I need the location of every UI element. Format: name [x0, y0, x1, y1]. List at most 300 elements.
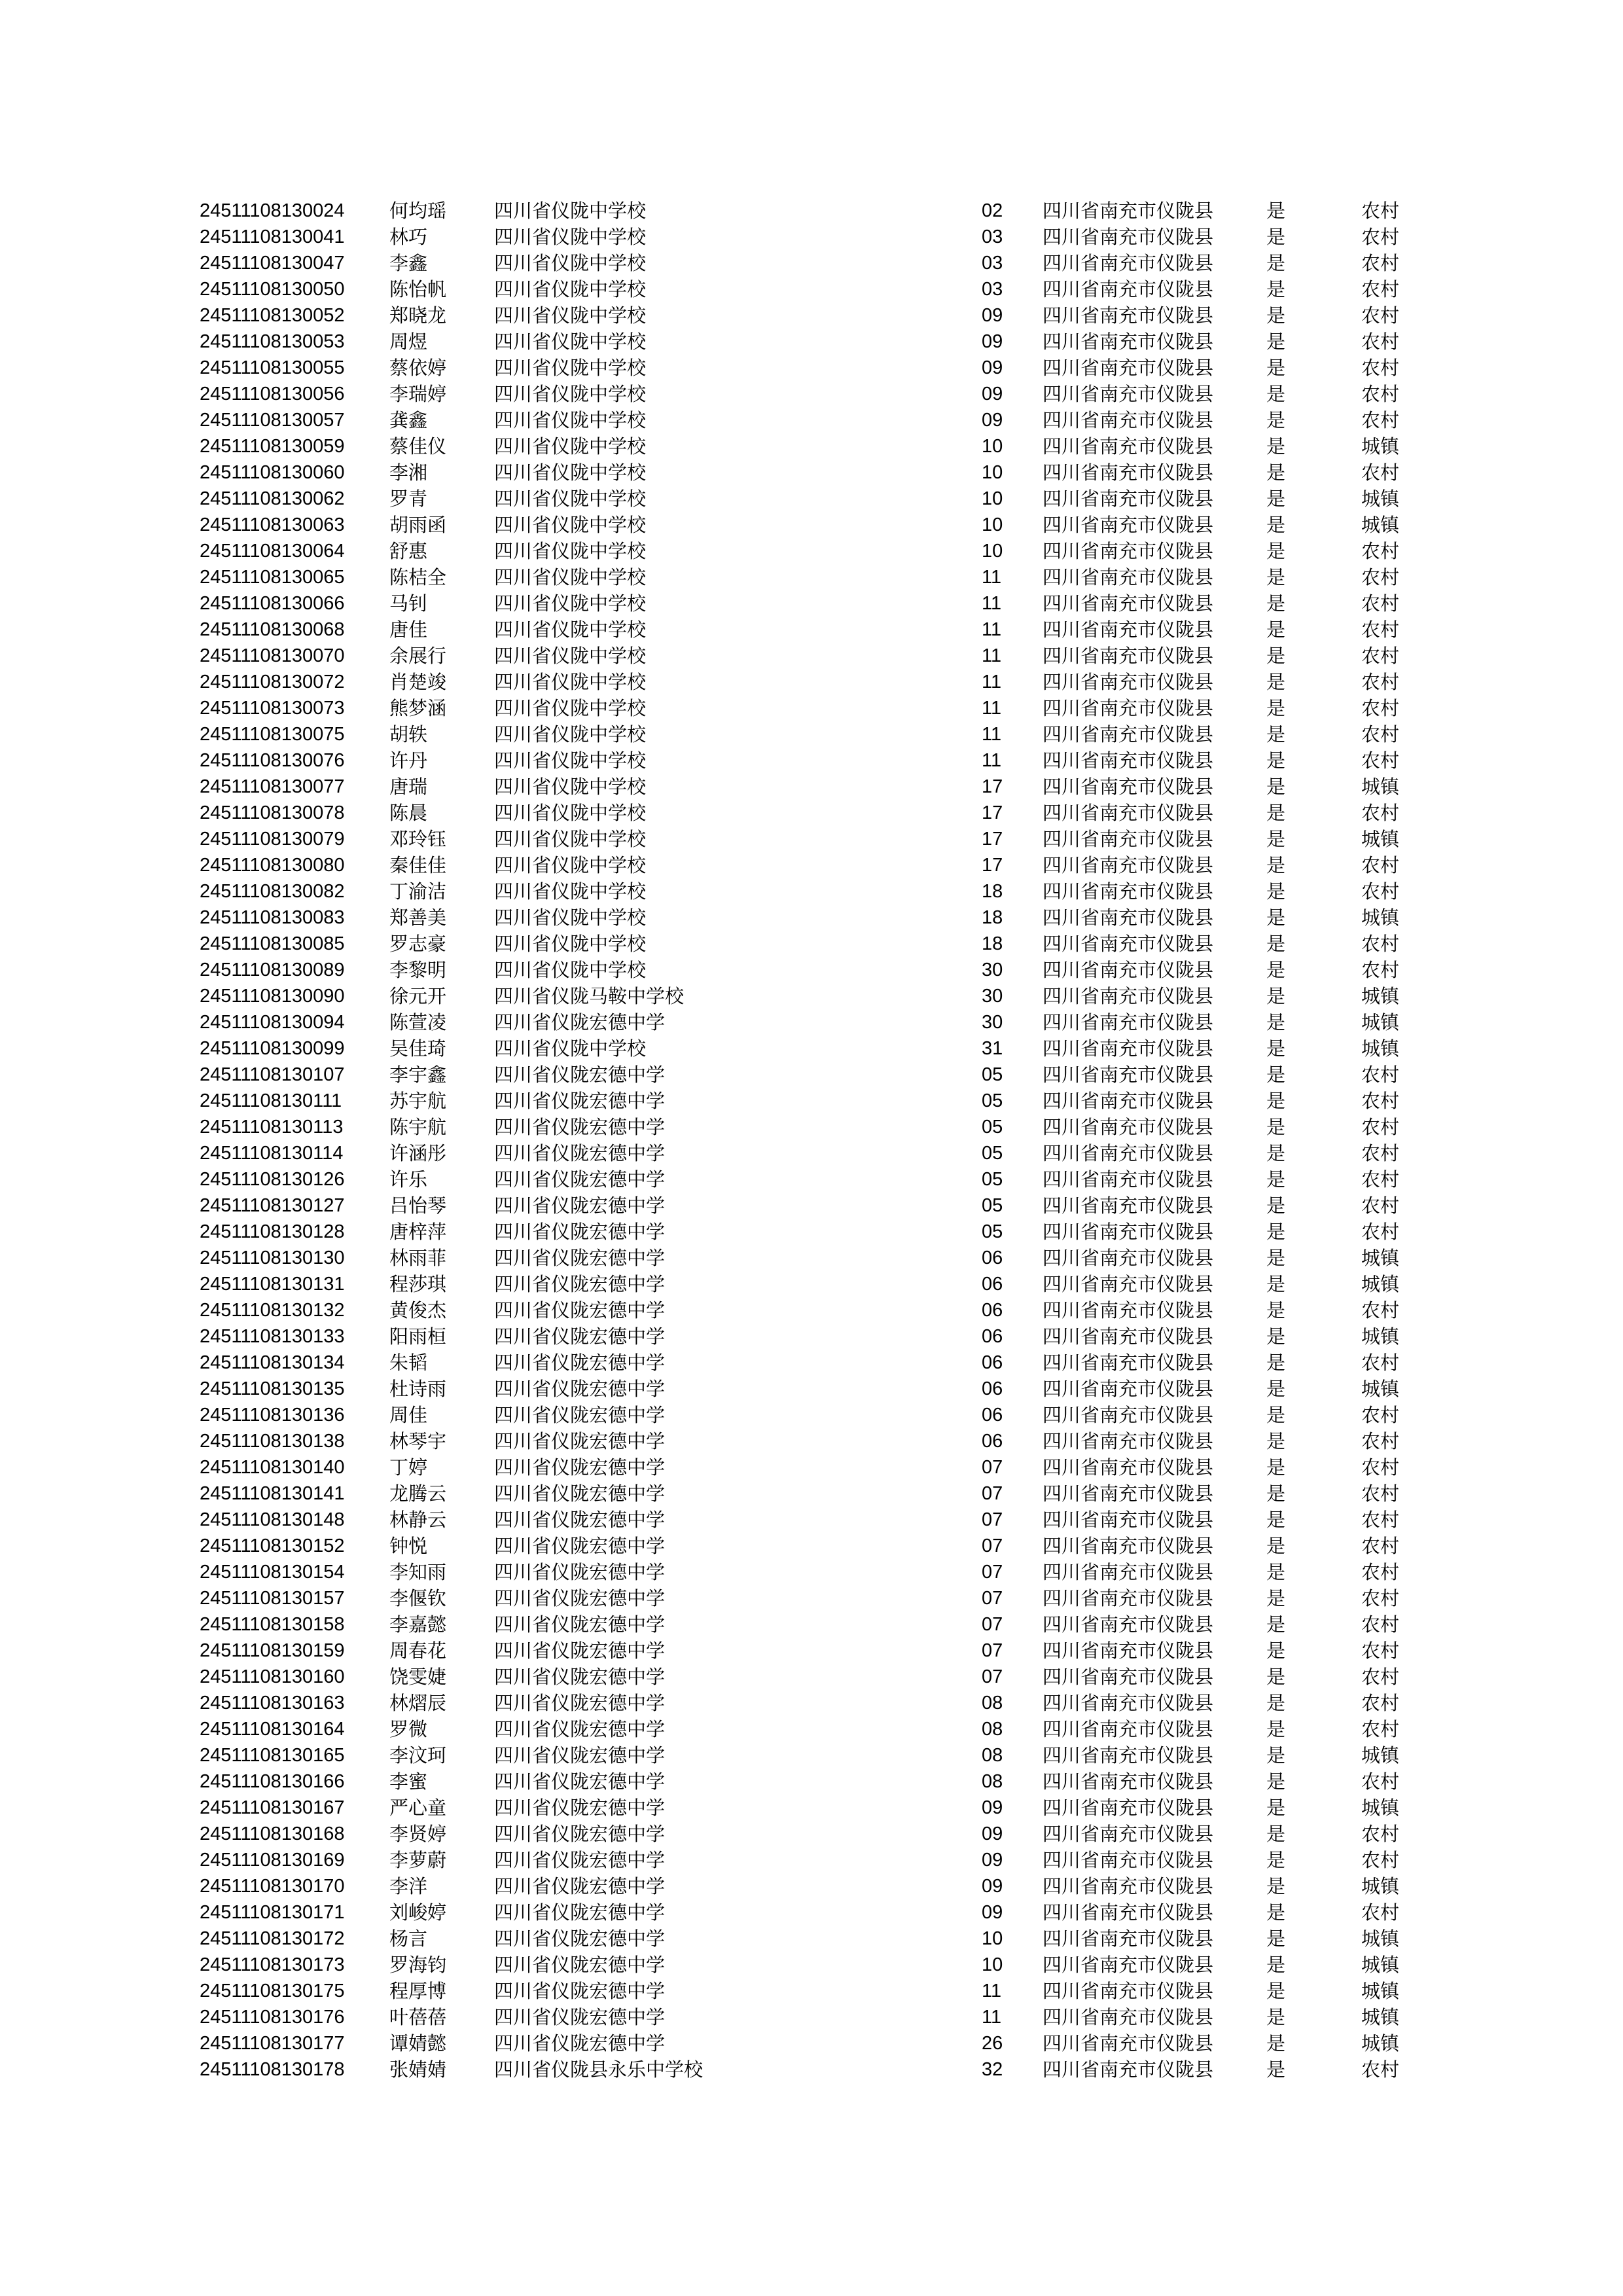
school-cell: 四川省仪陇中学校 — [494, 645, 647, 667]
household-address-cell: 四川省南充市仪陇县 — [1043, 1823, 1214, 1845]
household-address-cell: 四川省南充市仪陇县 — [1043, 802, 1214, 824]
table-row — [0, 1533, 1623, 1559]
exam-number-cell: 24511108130135 — [200, 1378, 345, 1399]
household-address-cell: 四川省南充市仪陇县 — [1043, 383, 1214, 405]
exam-number-cell: 24511108130076 — [200, 750, 345, 771]
eligibility-flag-cell: 是 — [1266, 1299, 1286, 1321]
eligibility-flag-cell: 是 — [1266, 566, 1286, 588]
student-name-cell: 李宇鑫 — [389, 1064, 447, 1086]
table-row — [0, 931, 1623, 957]
table-row — [0, 198, 1623, 224]
eligibility-flag-cell: 是 — [1266, 985, 1286, 1007]
household-address-cell: 四川省南充市仪陇县 — [1043, 1037, 1214, 1060]
eligibility-flag-cell: 是 — [1266, 697, 1286, 719]
exam-number-cell: 24511108130075 — [200, 724, 345, 745]
table-row — [0, 1690, 1623, 1716]
table-row — [0, 721, 1623, 747]
student-name-cell: 丁婷 — [389, 1456, 428, 1479]
table-row — [0, 983, 1623, 1009]
student-name-cell: 唐梓萍 — [389, 1221, 447, 1243]
exam-number-cell: 24511108130059 — [200, 436, 345, 457]
exam-number-cell: 24511108130176 — [200, 2007, 345, 2028]
table-row — [0, 1716, 1623, 1742]
household-address-cell: 四川省南充市仪陇县 — [1043, 461, 1214, 484]
school-cell: 四川省仪陇宏德中学 — [494, 1168, 666, 1191]
exam-number-cell: 24511108130128 — [200, 1221, 345, 1242]
household-address-cell: 四川省南充市仪陇县 — [1043, 1849, 1214, 1871]
school-cell: 四川省仪陇中学校 — [494, 854, 647, 876]
student-name-cell: 蔡依婷 — [389, 357, 447, 379]
class-number-cell: 11 — [982, 593, 1002, 614]
residence-type-cell: 农村 — [1361, 1535, 1400, 1557]
class-number-cell: 10 — [982, 541, 1003, 562]
student-list-table — [0, 198, 1623, 2083]
residence-type-cell: 农村 — [1361, 619, 1400, 641]
school-cell: 四川省仪陇中学校 — [494, 619, 647, 641]
student-name-cell: 李鑫 — [389, 252, 428, 274]
school-cell: 四川省仪陇宏德中学 — [494, 1299, 666, 1321]
student-name-cell: 刘峻婷 — [389, 1901, 447, 1924]
student-name-cell: 李蜜 — [389, 1770, 428, 1793]
exam-number-cell: 24511108130159 — [200, 1640, 345, 1661]
student-name-cell: 秦佳佳 — [389, 854, 447, 876]
table-row — [0, 381, 1623, 407]
student-name-cell: 郑晓龙 — [389, 304, 447, 327]
class-number-cell: 17 — [982, 829, 1003, 850]
student-name-cell: 吕怡琴 — [389, 1194, 447, 1217]
household-address-cell: 四川省南充市仪陇县 — [1043, 1221, 1214, 1243]
class-number-cell: 09 — [982, 410, 1003, 431]
residence-type-cell: 农村 — [1361, 723, 1400, 745]
class-number-cell: 07 — [982, 1535, 1003, 1556]
school-cell: 四川省仪陇中学校 — [494, 1037, 647, 1060]
student-name-cell: 朱韬 — [389, 1352, 428, 1374]
eligibility-flag-cell: 是 — [1266, 1011, 1286, 1033]
school-cell: 四川省仪陇宏德中学 — [494, 1482, 666, 1505]
class-number-cell: 11 — [982, 2007, 1002, 2028]
household-address-cell: 四川省南充市仪陇县 — [1043, 435, 1214, 457]
household-address-cell: 四川省南充市仪陇县 — [1043, 304, 1214, 327]
household-address-cell: 四川省南充市仪陇县 — [1043, 1352, 1214, 1374]
school-cell: 四川省仪陇中学校 — [494, 540, 647, 562]
class-number-cell: 05 — [982, 1117, 1003, 1138]
exam-number-cell: 24511108130165 — [200, 1745, 345, 1766]
exam-number-cell: 24511108130064 — [200, 541, 345, 562]
school-cell: 四川省仪陇中学校 — [494, 252, 647, 274]
eligibility-flag-cell: 是 — [1266, 906, 1286, 929]
residence-type-cell: 城镇 — [1361, 1325, 1400, 1348]
school-cell: 四川省仪陇宏德中学 — [494, 1325, 666, 1348]
household-address-cell: 四川省南充市仪陇县 — [1043, 1797, 1214, 1819]
class-number-cell: 30 — [982, 1012, 1003, 1033]
student-name-cell: 许涵彤 — [389, 1142, 447, 1164]
residence-type-cell: 农村 — [1361, 959, 1400, 981]
student-name-cell: 龚鑫 — [389, 409, 428, 431]
eligibility-flag-cell: 是 — [1266, 959, 1286, 981]
class-number-cell: 09 — [982, 1850, 1003, 1871]
student-name-cell: 罗志豪 — [389, 933, 447, 955]
household-address-cell: 四川省南充市仪陇县 — [1043, 697, 1214, 719]
class-number-cell: 05 — [982, 1064, 1003, 1085]
student-name-cell: 陈晨 — [389, 802, 428, 824]
residence-type-cell: 农村 — [1361, 592, 1400, 615]
school-cell: 四川省仪陇中学校 — [494, 461, 647, 484]
student-name-cell: 陈桔全 — [389, 566, 447, 588]
class-number-cell: 18 — [982, 907, 1003, 928]
table-row — [0, 276, 1623, 302]
school-cell: 四川省仪陇宏德中学 — [494, 1823, 666, 1845]
school-cell: 四川省仪陇宏德中学 — [494, 2032, 666, 2054]
school-cell: 四川省仪陇宏德中学 — [494, 1928, 666, 1950]
household-address-cell: 四川省南充市仪陇县 — [1043, 592, 1214, 615]
school-cell: 四川省仪陇宏德中学 — [494, 1273, 666, 1295]
school-cell: 四川省仪陇宏德中学 — [494, 1011, 666, 1033]
table-row — [0, 1088, 1623, 1114]
table-row — [0, 957, 1623, 983]
table-row — [0, 486, 1623, 512]
class-number-cell: 10 — [982, 514, 1003, 535]
exam-number-cell: 24511108130136 — [200, 1405, 345, 1426]
household-address-cell: 四川省南充市仪陇县 — [1043, 2032, 1214, 2054]
student-name-cell: 邓玲钰 — [389, 828, 447, 850]
household-address-cell: 四川省南充市仪陇县 — [1043, 1718, 1214, 1740]
school-cell: 四川省仪陇宏德中学 — [494, 1247, 666, 1269]
class-number-cell: 05 — [982, 1169, 1003, 1190]
residence-type-cell: 农村 — [1361, 1901, 1400, 1924]
school-cell: 四川省仪陇中学校 — [494, 933, 647, 955]
student-name-cell: 周春花 — [389, 1640, 447, 1662]
table-row — [0, 643, 1623, 669]
residence-type-cell: 农村 — [1361, 1482, 1400, 1505]
table-row — [0, 224, 1623, 250]
table-row — [0, 1035, 1623, 1062]
school-cell: 四川省仪陇中学校 — [494, 749, 647, 772]
household-address-cell: 四川省南充市仪陇县 — [1043, 278, 1214, 300]
residence-type-cell: 农村 — [1361, 278, 1400, 300]
household-address-cell: 四川省南充市仪陇县 — [1043, 1954, 1214, 1976]
eligibility-flag-cell: 是 — [1266, 1064, 1286, 1086]
student-name-cell: 陈怡帆 — [389, 278, 447, 300]
household-address-cell: 四川省南充市仪陇县 — [1043, 200, 1214, 222]
household-address-cell: 四川省南充市仪陇县 — [1043, 331, 1214, 353]
student-name-cell: 李汶珂 — [389, 1744, 447, 1767]
residence-type-cell: 农村 — [1361, 1587, 1400, 1609]
exam-number-cell: 24511108130047 — [200, 253, 345, 274]
class-number-cell: 09 — [982, 1902, 1003, 1923]
residence-type-cell: 农村 — [1361, 1142, 1400, 1164]
residence-type-cell: 城镇 — [1361, 1797, 1400, 1819]
eligibility-flag-cell: 是 — [1266, 1456, 1286, 1479]
table-row — [0, 1795, 1623, 1821]
exam-number-cell: 24511108130132 — [200, 1300, 345, 1321]
exam-number-cell: 24511108130072 — [200, 672, 345, 692]
residence-type-cell: 农村 — [1361, 1404, 1400, 1426]
eligibility-flag-cell: 是 — [1266, 461, 1286, 484]
eligibility-flag-cell: 是 — [1266, 488, 1286, 510]
class-number-cell: 07 — [982, 1640, 1003, 1661]
school-cell: 四川省仪陇宏德中学 — [494, 1116, 666, 1138]
school-cell: 四川省仪陇中学校 — [494, 357, 647, 379]
residence-type-cell: 农村 — [1361, 933, 1400, 955]
eligibility-flag-cell: 是 — [1266, 278, 1286, 300]
school-cell: 四川省仪陇中学校 — [494, 723, 647, 745]
class-number-cell: 03 — [982, 253, 1003, 274]
class-number-cell: 02 — [982, 200, 1003, 221]
eligibility-flag-cell: 是 — [1266, 854, 1286, 876]
exam-number-cell: 24511108130078 — [200, 802, 345, 823]
student-name-cell: 李湘 — [389, 461, 428, 484]
exam-number-cell: 24511108130170 — [200, 1876, 345, 1897]
residence-type-cell: 农村 — [1361, 1064, 1400, 1086]
table-row — [0, 1297, 1623, 1323]
school-cell: 四川省仪陇宏德中学 — [494, 1090, 666, 1112]
school-cell: 四川省仪陇中学校 — [494, 409, 647, 431]
exam-number-cell: 24511108130173 — [200, 1954, 345, 1975]
residence-type-cell: 农村 — [1361, 252, 1400, 274]
school-cell: 四川省仪陇宏德中学 — [494, 1352, 666, 1374]
class-number-cell: 06 — [982, 1247, 1003, 1268]
residence-type-cell: 城镇 — [1361, 2032, 1400, 2054]
eligibility-flag-cell: 是 — [1266, 1849, 1286, 1871]
household-address-cell: 四川省南充市仪陇县 — [1043, 409, 1214, 431]
student-name-cell: 龙腾云 — [389, 1482, 447, 1505]
table-row — [0, 433, 1623, 459]
residence-type-cell: 农村 — [1361, 880, 1400, 903]
class-number-cell: 11 — [982, 724, 1002, 745]
household-address-cell: 四川省南充市仪陇县 — [1043, 1980, 1214, 2002]
eligibility-flag-cell: 是 — [1266, 1980, 1286, 2002]
student-name-cell: 程厚博 — [389, 1980, 447, 2002]
school-cell: 四川省仪陇宏德中学 — [494, 1535, 666, 1557]
residence-type-cell: 农村 — [1361, 1823, 1400, 1845]
table-row — [0, 1559, 1623, 1585]
household-address-cell: 四川省南充市仪陇县 — [1043, 619, 1214, 641]
table-row — [0, 2004, 1623, 2030]
class-number-cell: 17 — [982, 855, 1003, 876]
residence-type-cell: 农村 — [1361, 1090, 1400, 1112]
class-number-cell: 11 — [982, 645, 1002, 666]
eligibility-flag-cell: 是 — [1266, 1168, 1286, 1191]
residence-type-cell: 农村 — [1361, 461, 1400, 484]
eligibility-flag-cell: 是 — [1266, 1509, 1286, 1531]
eligibility-flag-cell: 是 — [1266, 331, 1286, 353]
eligibility-flag-cell: 是 — [1266, 409, 1286, 431]
table-row — [0, 302, 1623, 329]
residence-type-cell: 农村 — [1361, 1770, 1400, 1793]
table-row — [0, 617, 1623, 643]
household-address-cell: 四川省南充市仪陇县 — [1043, 1744, 1214, 1767]
class-number-cell: 07 — [982, 1614, 1003, 1635]
student-name-cell: 陈萱凌 — [389, 1011, 447, 1033]
eligibility-flag-cell: 是 — [1266, 1901, 1286, 1924]
table-row — [0, 1245, 1623, 1271]
household-address-cell: 四川省南充市仪陇县 — [1043, 540, 1214, 562]
eligibility-flag-cell: 是 — [1266, 671, 1286, 693]
household-address-cell: 四川省南充市仪陇县 — [1043, 488, 1214, 510]
eligibility-flag-cell: 是 — [1266, 1247, 1286, 1269]
school-cell: 四川省仪陇中学校 — [494, 880, 647, 903]
student-name-cell: 李萝蔚 — [389, 1849, 447, 1871]
residence-type-cell: 农村 — [1361, 1299, 1400, 1321]
eligibility-flag-cell: 是 — [1266, 540, 1286, 562]
school-cell: 四川省仪陇宏德中学 — [494, 1901, 666, 1924]
household-address-cell: 四川省南充市仪陇县 — [1043, 828, 1214, 850]
class-number-cell: 06 — [982, 1274, 1003, 1295]
school-cell: 四川省仪陇宏德中学 — [494, 1718, 666, 1740]
exam-number-cell: 24511108130024 — [200, 200, 345, 221]
residence-type-cell: 城镇 — [1361, 1928, 1400, 1950]
table-row — [0, 1009, 1623, 1035]
exam-number-cell: 24511108130062 — [200, 488, 345, 509]
eligibility-flag-cell: 是 — [1266, 1561, 1286, 1583]
residence-type-cell: 农村 — [1361, 566, 1400, 588]
class-number-cell: 05 — [982, 1195, 1003, 1216]
household-address-cell: 四川省南充市仪陇县 — [1043, 1194, 1214, 1217]
student-name-cell: 李黎明 — [389, 959, 447, 981]
household-address-cell: 四川省南充市仪陇县 — [1043, 1299, 1214, 1321]
student-name-cell: 蔡佳仪 — [389, 435, 447, 457]
school-cell: 四川省仪陇宏德中学 — [494, 1875, 666, 1897]
school-cell: 四川省仪陇中学校 — [494, 906, 647, 929]
class-number-cell: 07 — [982, 1588, 1003, 1609]
school-cell: 四川省仪陇中学校 — [494, 697, 647, 719]
residence-type-cell: 农村 — [1361, 1613, 1400, 1636]
eligibility-flag-cell: 是 — [1266, 2006, 1286, 2028]
school-cell: 四川省仪陇宏德中学 — [494, 1456, 666, 1479]
residence-type-cell: 城镇 — [1361, 1954, 1400, 1976]
student-name-cell: 李知雨 — [389, 1561, 447, 1583]
household-address-cell: 四川省南充市仪陇县 — [1043, 514, 1214, 536]
exam-number-cell: 24511108130163 — [200, 1693, 345, 1713]
table-row — [0, 2030, 1623, 2056]
class-number-cell: 11 — [982, 567, 1002, 588]
student-name-cell: 舒惠 — [389, 540, 428, 562]
table-row — [0, 747, 1623, 774]
school-cell: 四川省仪陇中学校 — [494, 671, 647, 693]
table-row — [0, 250, 1623, 276]
school-cell: 四川省仪陇中学校 — [494, 331, 647, 353]
school-cell: 四川省仪陇宏德中学 — [494, 1613, 666, 1636]
school-cell: 四川省仪陇宏德中学 — [494, 1954, 666, 1976]
eligibility-flag-cell: 是 — [1266, 1666, 1286, 1688]
table-row — [0, 1742, 1623, 1768]
eligibility-flag-cell: 是 — [1266, 1090, 1286, 1112]
school-cell: 四川省仪陇宏德中学 — [494, 1404, 666, 1426]
exam-number-cell: 24511108130113 — [200, 1117, 344, 1138]
table-row — [0, 1873, 1623, 1899]
residence-type-cell: 农村 — [1361, 200, 1400, 222]
eligibility-flag-cell: 是 — [1266, 619, 1286, 641]
student-name-cell: 李洋 — [389, 1875, 428, 1897]
residence-type-cell: 农村 — [1361, 802, 1400, 824]
household-address-cell: 四川省南充市仪陇县 — [1043, 1378, 1214, 1400]
residence-type-cell: 农村 — [1361, 1718, 1400, 1740]
eligibility-flag-cell: 是 — [1266, 1325, 1286, 1348]
school-cell: 四川省仪陇县永乐中学校 — [494, 2058, 704, 2081]
exam-number-cell: 24511108130057 — [200, 410, 345, 431]
exam-number-cell: 24511108130083 — [200, 907, 345, 928]
residence-type-cell: 农村 — [1361, 697, 1400, 719]
class-number-cell: 05 — [982, 1221, 1003, 1242]
exam-number-cell: 24511108130141 — [200, 1483, 345, 1504]
class-number-cell: 07 — [982, 1562, 1003, 1583]
school-cell: 四川省仪陇宏德中学 — [494, 1744, 666, 1767]
student-name-cell: 杨言 — [389, 1928, 428, 1950]
eligibility-flag-cell: 是 — [1266, 723, 1286, 745]
household-address-cell: 四川省南充市仪陇县 — [1043, 985, 1214, 1007]
table-row — [0, 1664, 1623, 1690]
exam-number-cell: 24511108130041 — [200, 226, 345, 247]
student-name-cell: 罗青 — [389, 488, 428, 510]
school-cell: 四川省仪陇宏德中学 — [494, 1221, 666, 1243]
student-name-cell: 胡雨函 — [389, 514, 447, 536]
eligibility-flag-cell: 是 — [1266, 357, 1286, 379]
eligibility-flag-cell: 是 — [1266, 1404, 1286, 1426]
residence-type-cell: 城镇 — [1361, 514, 1400, 536]
residence-type-cell: 农村 — [1361, 304, 1400, 327]
school-cell: 四川省仪陇宏德中学 — [494, 1640, 666, 1662]
residence-type-cell: 农村 — [1361, 1456, 1400, 1479]
eligibility-flag-cell: 是 — [1266, 1823, 1286, 1845]
table-row — [0, 1585, 1623, 1611]
exam-number-cell: 24511108130171 — [200, 1902, 345, 1923]
table-row — [0, 1768, 1623, 1795]
student-name-cell: 郑善美 — [389, 906, 447, 929]
household-address-cell: 四川省南充市仪陇县 — [1043, 1875, 1214, 1897]
residence-type-cell: 城镇 — [1361, 1037, 1400, 1060]
exam-number-cell: 24511108130060 — [200, 462, 345, 483]
student-name-cell: 饶雯婕 — [389, 1666, 447, 1688]
class-number-cell: 08 — [982, 1719, 1003, 1740]
eligibility-flag-cell: 是 — [1266, 252, 1286, 274]
residence-type-cell: 农村 — [1361, 357, 1400, 379]
table-row — [0, 329, 1623, 355]
residence-type-cell: 农村 — [1361, 1116, 1400, 1138]
table-row — [0, 1480, 1623, 1507]
exam-number-cell: 24511108130134 — [200, 1352, 345, 1373]
residence-type-cell: 城镇 — [1361, 1378, 1400, 1400]
student-name-cell: 周煜 — [389, 331, 428, 353]
school-cell: 四川省仪陇宏德中学 — [494, 1430, 666, 1452]
table-row — [0, 512, 1623, 538]
table-row — [0, 1847, 1623, 1873]
eligibility-flag-cell: 是 — [1266, 1037, 1286, 1060]
exam-number-cell: 24511108130079 — [200, 829, 345, 850]
table-row — [0, 1376, 1623, 1402]
student-name-cell: 周佳 — [389, 1404, 428, 1426]
table-row — [0, 852, 1623, 878]
class-number-cell: 09 — [982, 331, 1003, 352]
table-row — [0, 1638, 1623, 1664]
class-number-cell: 06 — [982, 1405, 1003, 1426]
eligibility-flag-cell: 是 — [1266, 1194, 1286, 1217]
exam-number-cell: 24511108130133 — [200, 1326, 345, 1347]
table-row — [0, 1219, 1623, 1245]
table-row — [0, 1821, 1623, 1847]
school-cell: 四川省仪陇宏德中学 — [494, 1561, 666, 1583]
residence-type-cell: 城镇 — [1361, 985, 1400, 1007]
student-name-cell: 林雨菲 — [389, 1247, 447, 1269]
household-address-cell: 四川省南充市仪陇县 — [1043, 1273, 1214, 1295]
household-address-cell: 四川省南充市仪陇县 — [1043, 1482, 1214, 1505]
exam-number-cell: 24511108130166 — [200, 1771, 345, 1792]
exam-number-cell: 24511108130055 — [200, 357, 345, 378]
eligibility-flag-cell: 是 — [1266, 1142, 1286, 1164]
exam-number-cell: 24511108130172 — [200, 1928, 345, 1949]
household-address-cell: 四川省南充市仪陇县 — [1043, 959, 1214, 981]
class-number-cell: 11 — [982, 1981, 1002, 2001]
exam-number-cell: 24511108130157 — [200, 1588, 345, 1609]
